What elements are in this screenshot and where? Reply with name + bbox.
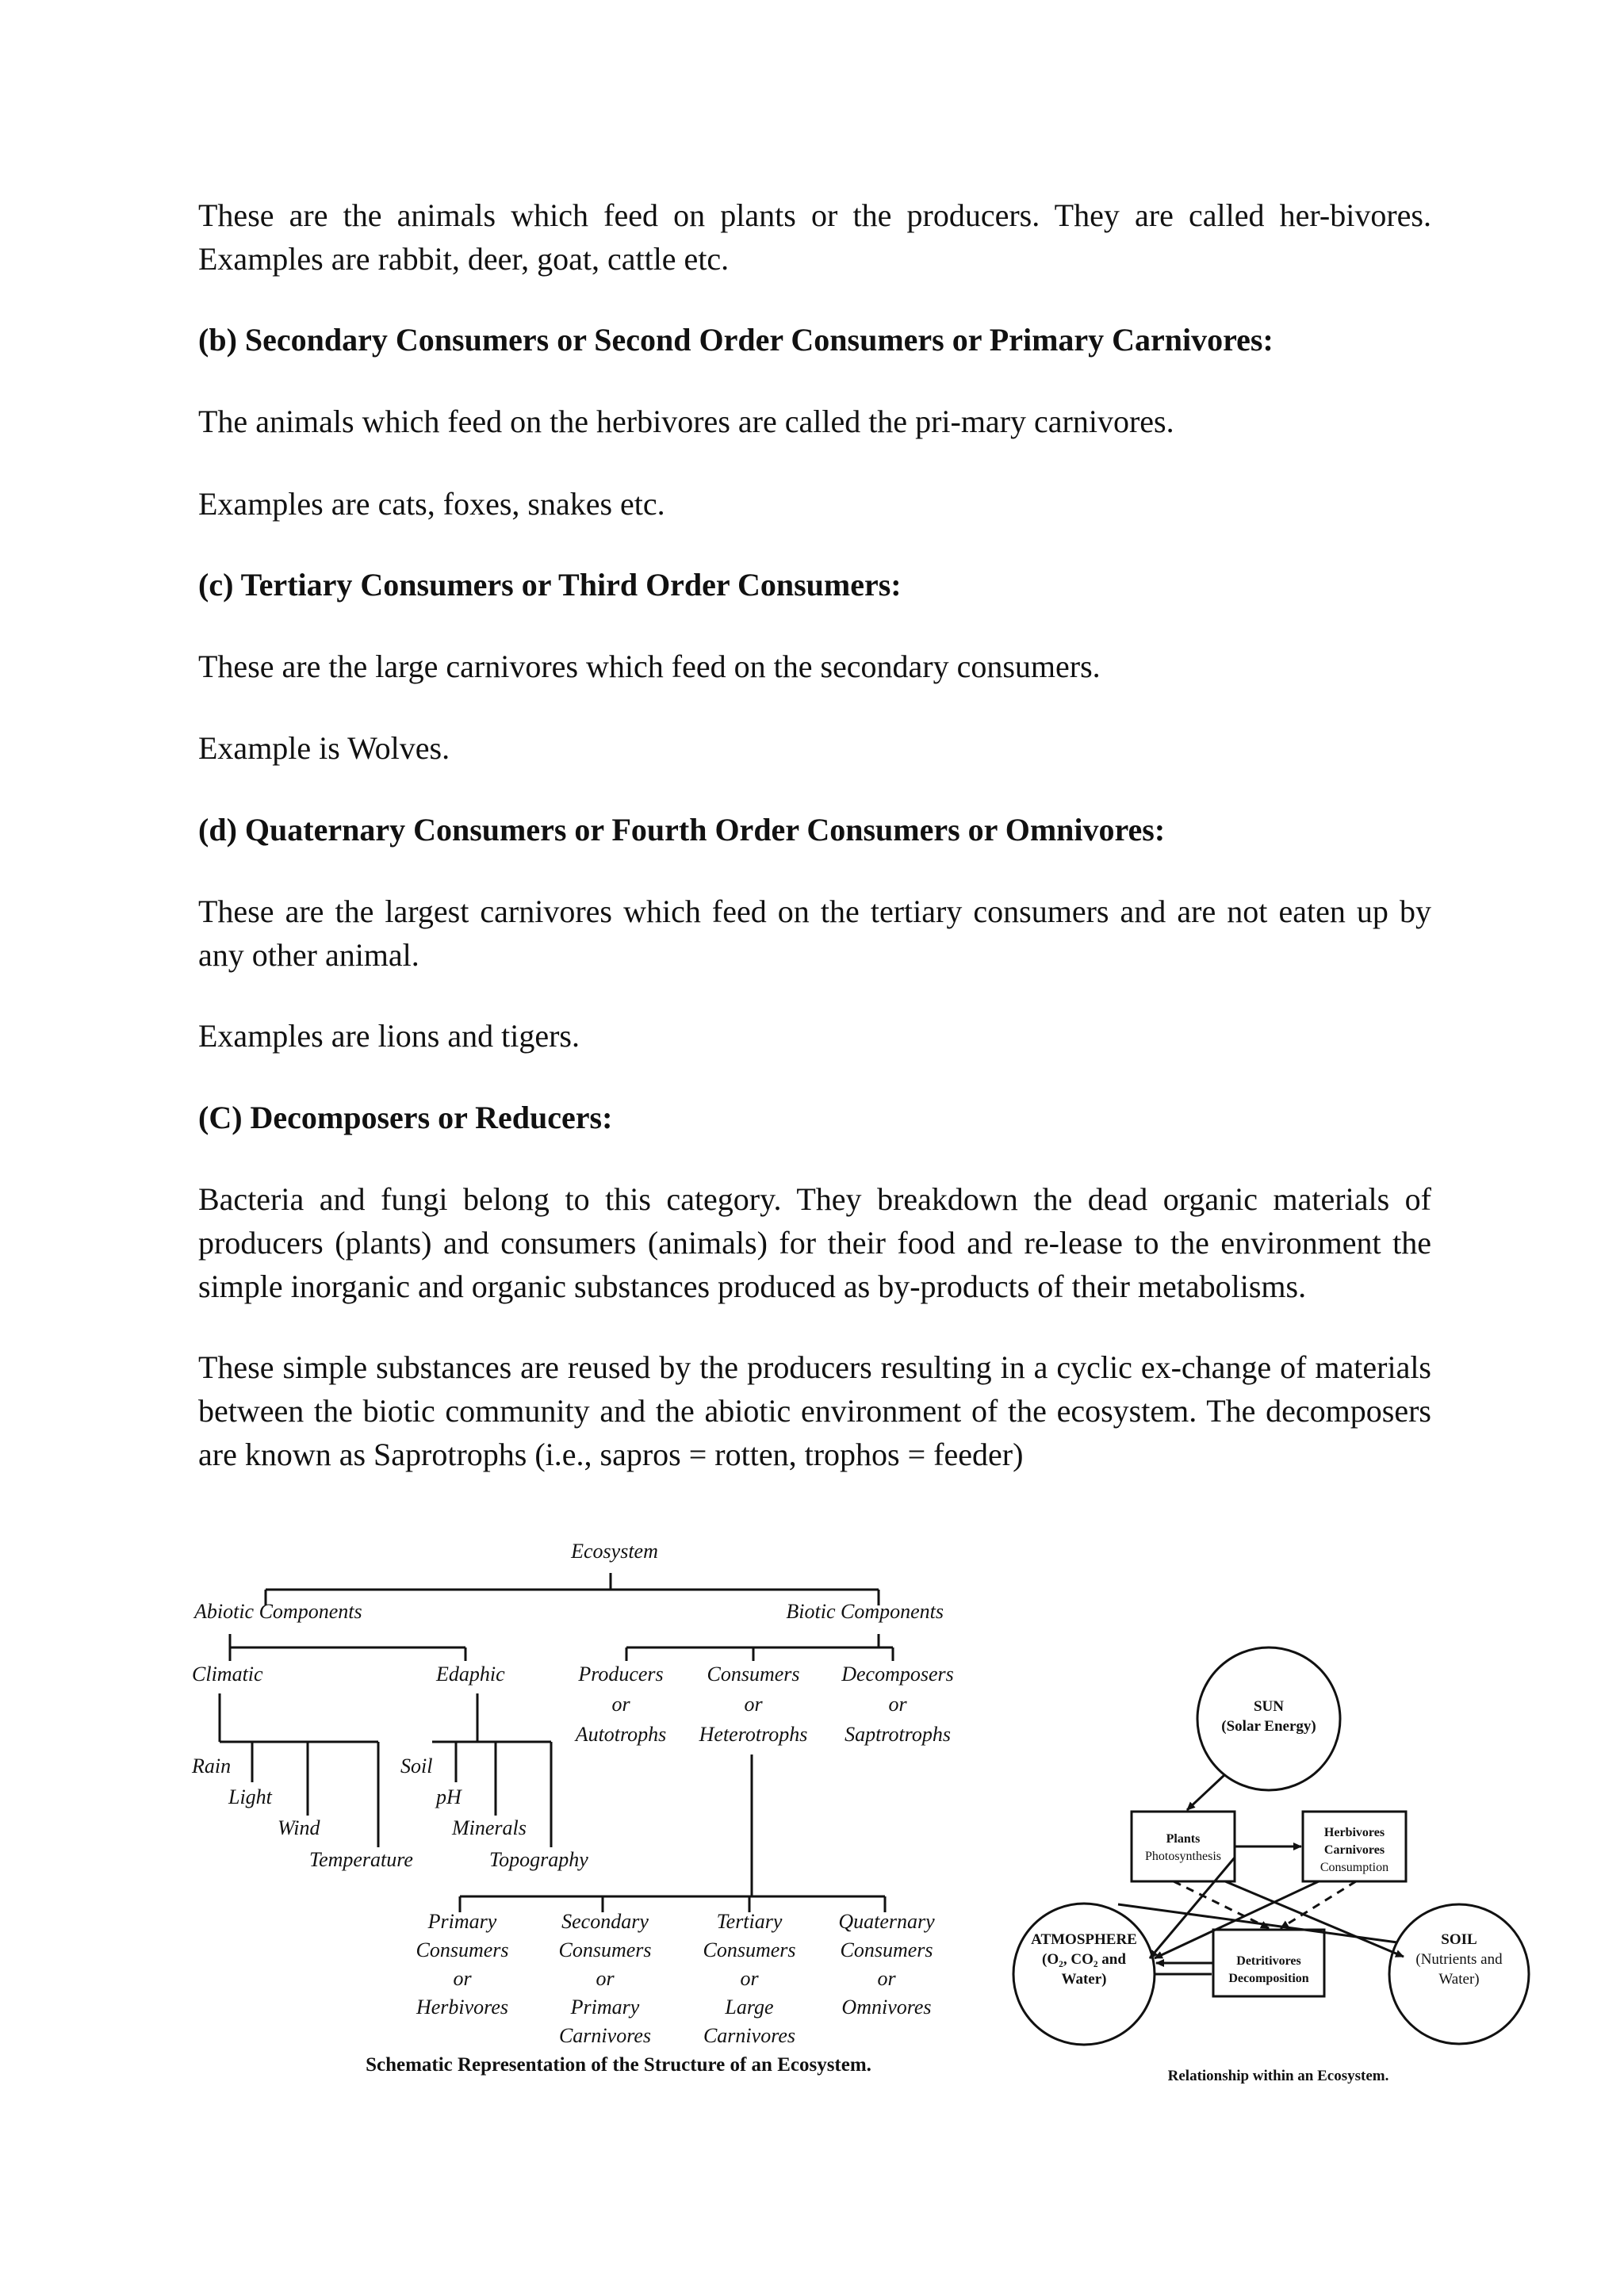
photosynthesis-label: Photosynthesis — [1144, 1850, 1222, 1863]
temperature-label: Temperature — [309, 1848, 413, 1871]
light-label: Light — [228, 1785, 272, 1808]
atmosphere-water-label: Water) — [1061, 1971, 1107, 1988]
topography-label: Topography — [489, 1848, 588, 1871]
consumers-label: Consumers — [416, 1938, 509, 1961]
plants-label: Plants — [1166, 1832, 1201, 1846]
biotic-label: Biotic Components — [786, 1600, 944, 1623]
paragraph: These are the largest carnivores which feed on the tertiary consumers and are not eaten up by any other animal. — [198, 894, 1431, 973]
or-label: or — [888, 1693, 907, 1716]
paragraph: Bacteria and fungi belong to this category. They breakdown the dead organic materials of producers (plants) and consumers (animals) for their food and re-lease to the environment the simple inorganic and organic substances produced as by-products of their metabolisms. — [198, 1181, 1431, 1304]
or-label: or — [740, 1967, 759, 1990]
consumers-label: Consumers — [707, 1663, 800, 1686]
abiotic-label: Abiotic Components — [194, 1600, 362, 1623]
quaternary-label: Quaternary — [838, 1910, 935, 1933]
secondary-label: Secondary — [561, 1910, 649, 1933]
section-heading: (c) Tertiary Consumers or Third Order Consumers: — [198, 567, 902, 603]
or-label: or — [611, 1693, 630, 1716]
section-heading: (C) Decomposers or Reducers: — [198, 1100, 613, 1135]
herbivores-label: Herbivores — [1323, 1826, 1385, 1839]
paragraph: These are the large carnivores which feed on the secondary consumers. — [198, 649, 1101, 684]
or-label: or — [596, 1967, 615, 1990]
edaphic-label: Edaphic — [436, 1663, 505, 1686]
soil-label: SOIL — [1441, 1931, 1477, 1948]
ecosystem-label: Ecosystem — [571, 1540, 658, 1563]
large-label: Large — [725, 1996, 774, 2019]
plants-box — [1132, 1812, 1235, 1881]
tertiary-label: Tertiary — [716, 1910, 783, 1933]
producers-label: Producers — [578, 1663, 664, 1686]
atmosphere-label: ATMOSPHERE — [1031, 1931, 1137, 1948]
primary-label: Primary — [570, 1996, 640, 2019]
carnivores-label: Carnivores — [1323, 1843, 1385, 1857]
paragraph: Examples are lions and tigers. — [198, 1018, 580, 1054]
paragraph: These simple substances are reused by the producers resulting in a cyclic ex-change of materials between the biotic community and the abiotic environment of the ecosystem. The decomposers are known as Saprotrophs (i.e., sapros = rotten, trophos = feeder) — [198, 1349, 1431, 1472]
climatic-label: Climatic — [192, 1663, 263, 1686]
consumers-label: Consumers — [703, 1938, 796, 1961]
consumers-label: Consumers — [840, 1938, 933, 1961]
consumption-label: Consumption — [1320, 1861, 1389, 1874]
paragraph: Examples are cats, foxes, snakes etc. — [198, 486, 665, 522]
soil-water-label: Water) — [1438, 1971, 1480, 1988]
decomposition-label: Decomposition — [1228, 1972, 1309, 1985]
atmosphere-gases-label: (O₂, CO₂ and — [1042, 1951, 1126, 1968]
paragraph: Example is Wolves. — [198, 730, 450, 766]
rain-label: Rain — [192, 1755, 232, 1777]
soil-label: Soil — [400, 1755, 433, 1777]
minerals-label: Minerals — [452, 1816, 527, 1839]
primary-label: Primary — [427, 1910, 497, 1933]
paragraph: These are the animals which feed on plants or the producers. They are called her-bivores. Examples are rabbit, deer, goat, cattle etc. — [198, 197, 1431, 277]
paragraph: The animals which feed on the herbivores are called the pri-mary carnivores. — [198, 404, 1174, 439]
or-label: or — [453, 1967, 472, 1990]
autotrophs-label: Autotrophs — [575, 1723, 667, 1746]
heterotrophs-label: Heterotrophs — [699, 1723, 808, 1746]
solar-energy-label: (Solar Energy) — [1221, 1718, 1316, 1735]
ecosystem-structure-caption: Schematic Representation of the Structure of an Ecosystem. — [366, 2054, 871, 2076]
sun-label: SUN — [1253, 1698, 1285, 1715]
wind-label: Wind — [278, 1816, 320, 1839]
soil-nutrients-label: (Nutrients and — [1415, 1951, 1503, 1968]
section-heading: (d) Quaternary Consumers or Fourth Order Consumers or Omnivores: — [198, 812, 1166, 848]
herbivores-label: Herbivores — [416, 1996, 509, 2019]
consumers-label: Consumers — [558, 1938, 652, 1961]
detritivores-label: Detritivores — [1236, 1954, 1301, 1968]
section-heading: (b) Secondary Consumers or Second Order Consumers or Primary Carnivores: — [198, 322, 1274, 358]
carnivores-label: Carnivores — [558, 2024, 652, 2047]
ph-label: pH — [436, 1785, 462, 1808]
saptrotrophs-label: Saptrotrophs — [845, 1723, 951, 1746]
omnivores-label: Omnivores — [841, 1996, 932, 2019]
decomposers-label: Decomposers — [841, 1663, 954, 1686]
carnivores-label: Carnivores — [703, 2024, 796, 2047]
or-label: or — [744, 1693, 763, 1716]
or-label: or — [877, 1967, 896, 1990]
relationship-caption: Relationship within an Ecosystem. — [1167, 2068, 1389, 2084]
